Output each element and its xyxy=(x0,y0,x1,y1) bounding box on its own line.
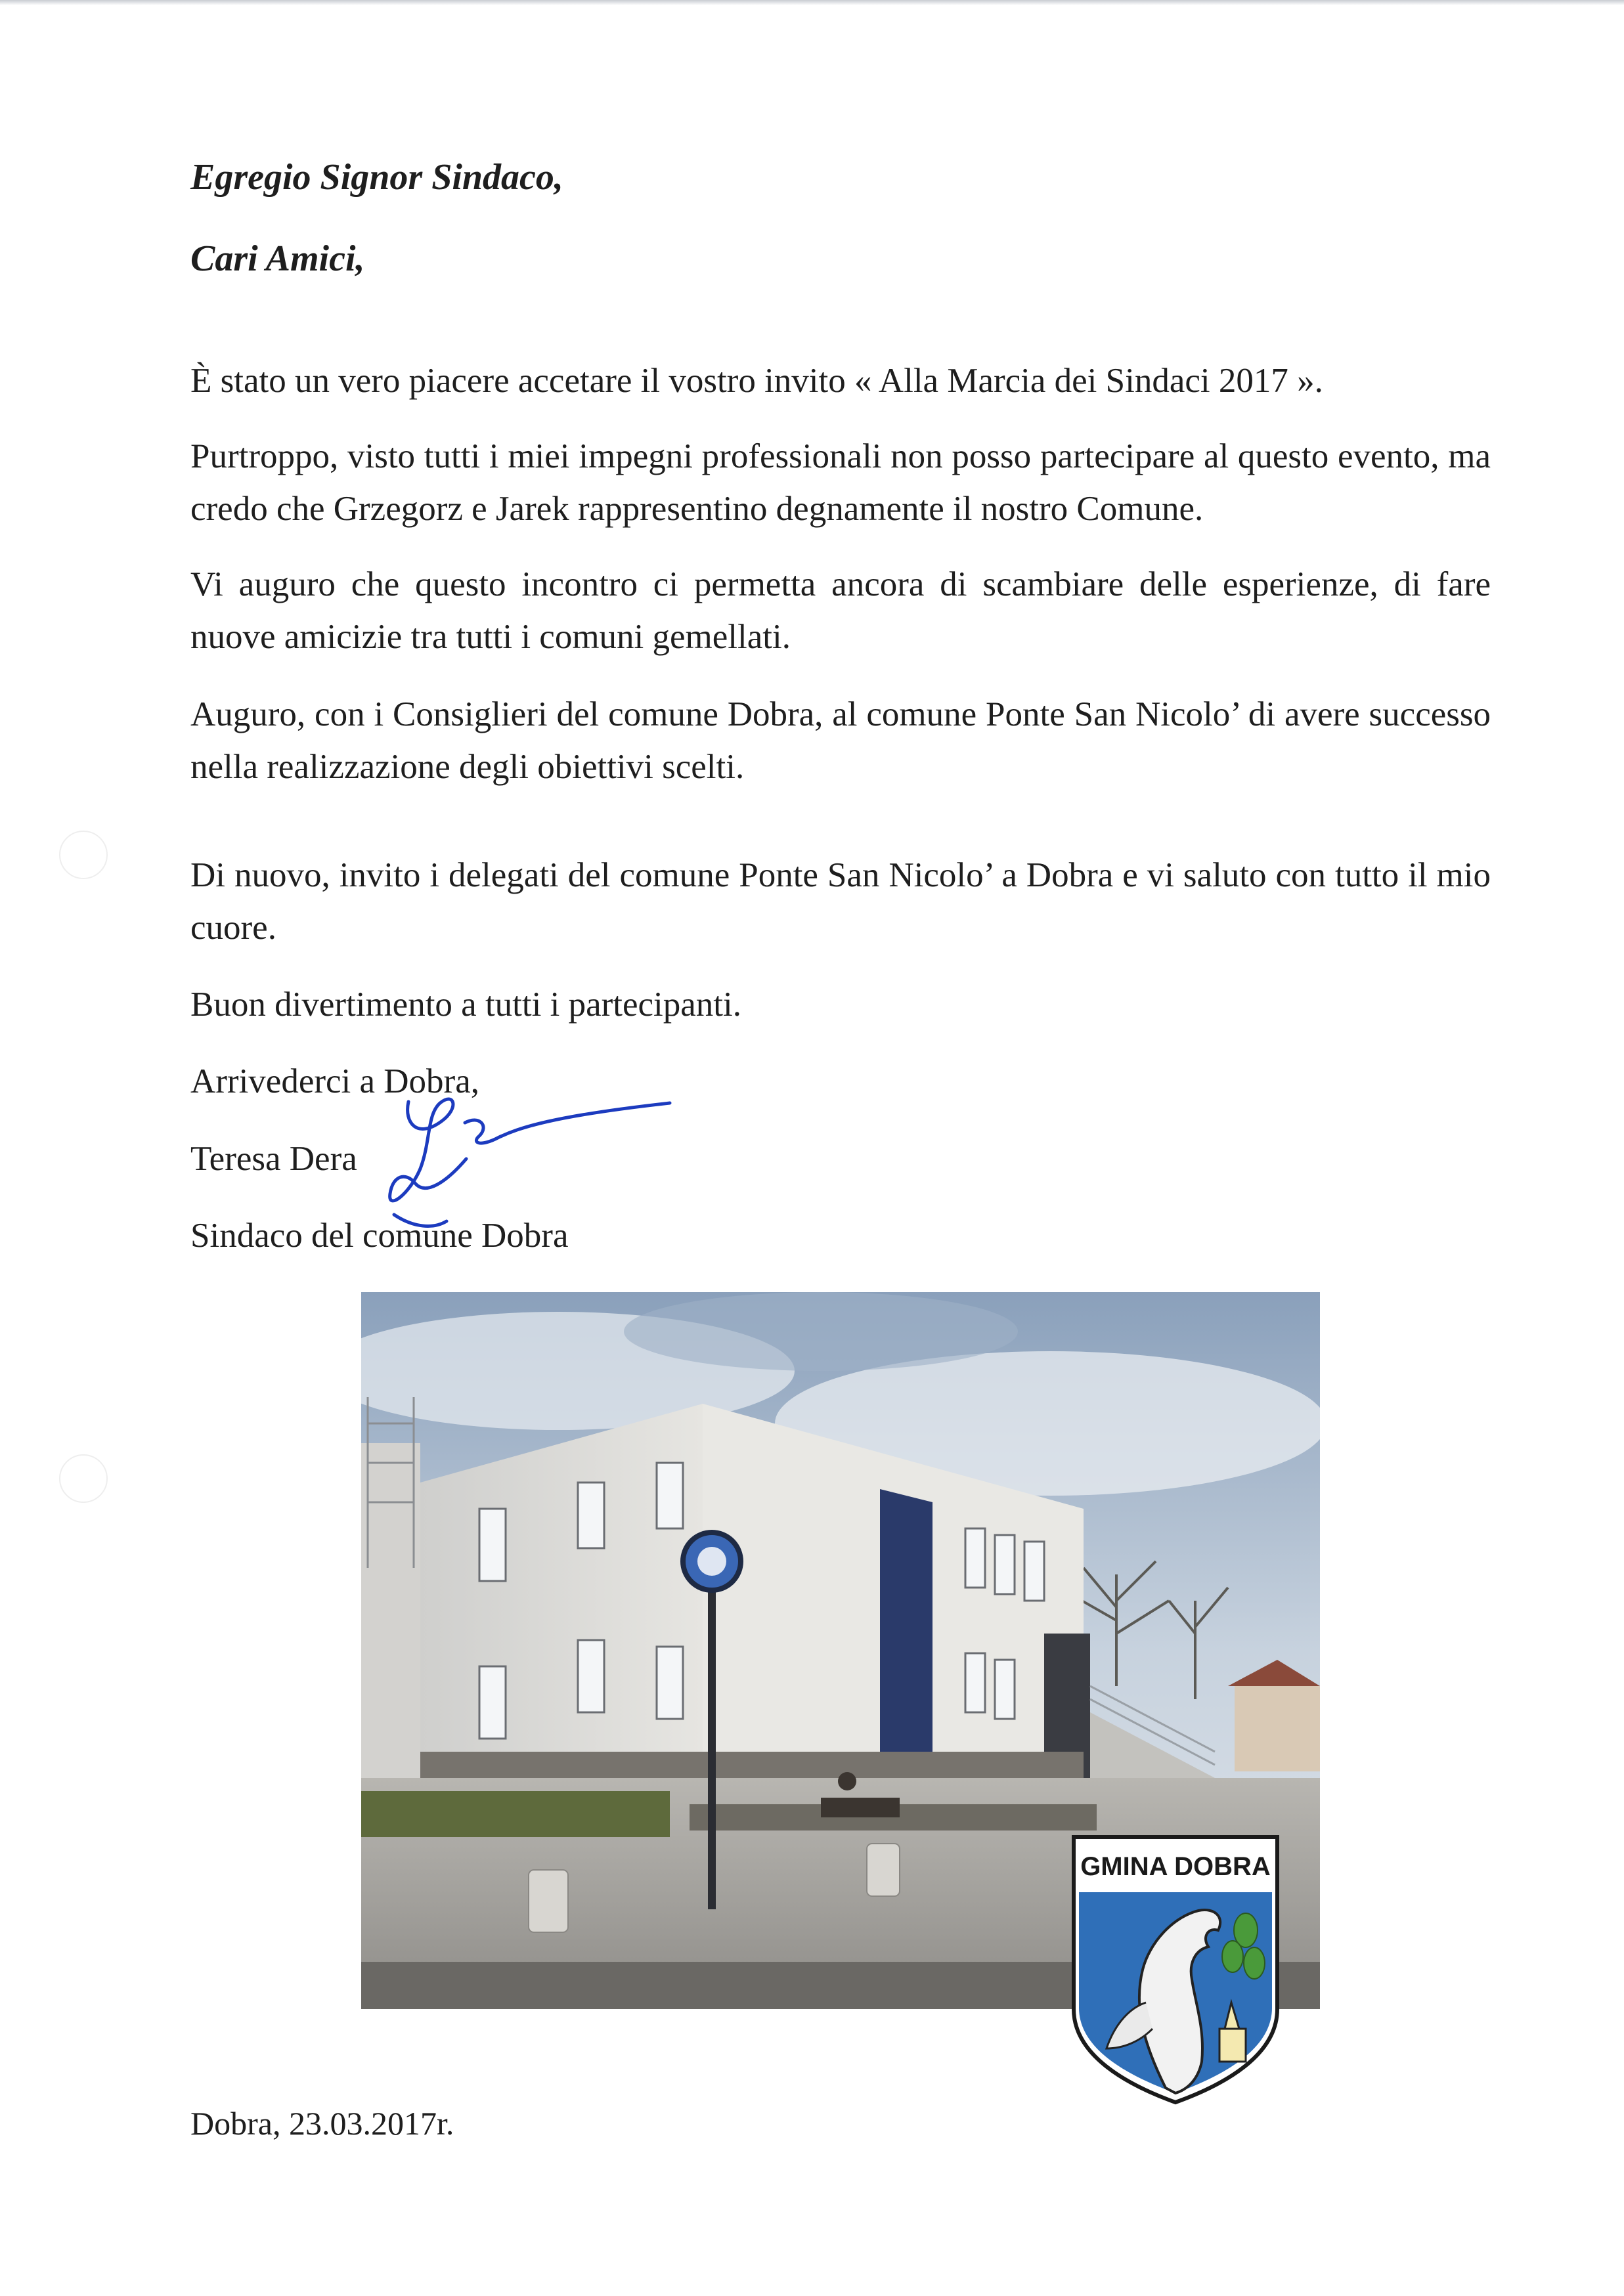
salutation-friends: Cari Amici, xyxy=(190,238,365,279)
salutation-mayor: Egregio Signor Sindaco, xyxy=(190,157,563,198)
closing-wish: Buon divertimento a tutti i partecipanti. xyxy=(190,986,741,1024)
punch-hole-mark xyxy=(59,831,108,879)
paragraph-wishes: Vi auguro che questo incontro ci permetta ancora di scambiare delle esperienze, di fare nuove amicizie tra tutti i comuni gemellati. xyxy=(190,565,1491,656)
signer-name: Teresa Dera xyxy=(190,1140,357,1178)
handwritten-signature xyxy=(368,1077,683,1241)
gmina-dobra-crest xyxy=(1067,1832,1284,2108)
paragraph-apology: Purtroppo, visto tutti i miei impegni professionali non posso partecipare al questo evento, ma credo che Grzegorz e Jarek rappresentino degnamente il nostro Comune. xyxy=(190,437,1491,528)
punch-hole-mark xyxy=(59,1454,108,1503)
farewell: Arrivederci a Dobra, xyxy=(190,1062,479,1100)
crest-label: GMINA DOBRA xyxy=(1080,1852,1271,1881)
paragraph-reinvitation: Di nuovo, invito i delegati del comune Ponte San Nicolo’ a Dobra e vi saluto con tutto il mio cuore. xyxy=(190,856,1491,947)
paragraph-council: Auguro, con i Consiglieri del comune Dobra, al comune Ponte San Nicolo’ di avere successo nella realizzazione degli obiettivi scelti. xyxy=(190,695,1491,786)
signer-title: Sindaco del comune Dobra xyxy=(190,1217,569,1255)
scan-edge xyxy=(0,0,1624,5)
date-line: Dobra, 23.03.2017r. xyxy=(190,2105,454,2142)
paragraph-invitation: È stato un vero piacere accetare il vostro invito « Alla Marcia dei Sindaci 2017 ». xyxy=(190,362,1323,400)
